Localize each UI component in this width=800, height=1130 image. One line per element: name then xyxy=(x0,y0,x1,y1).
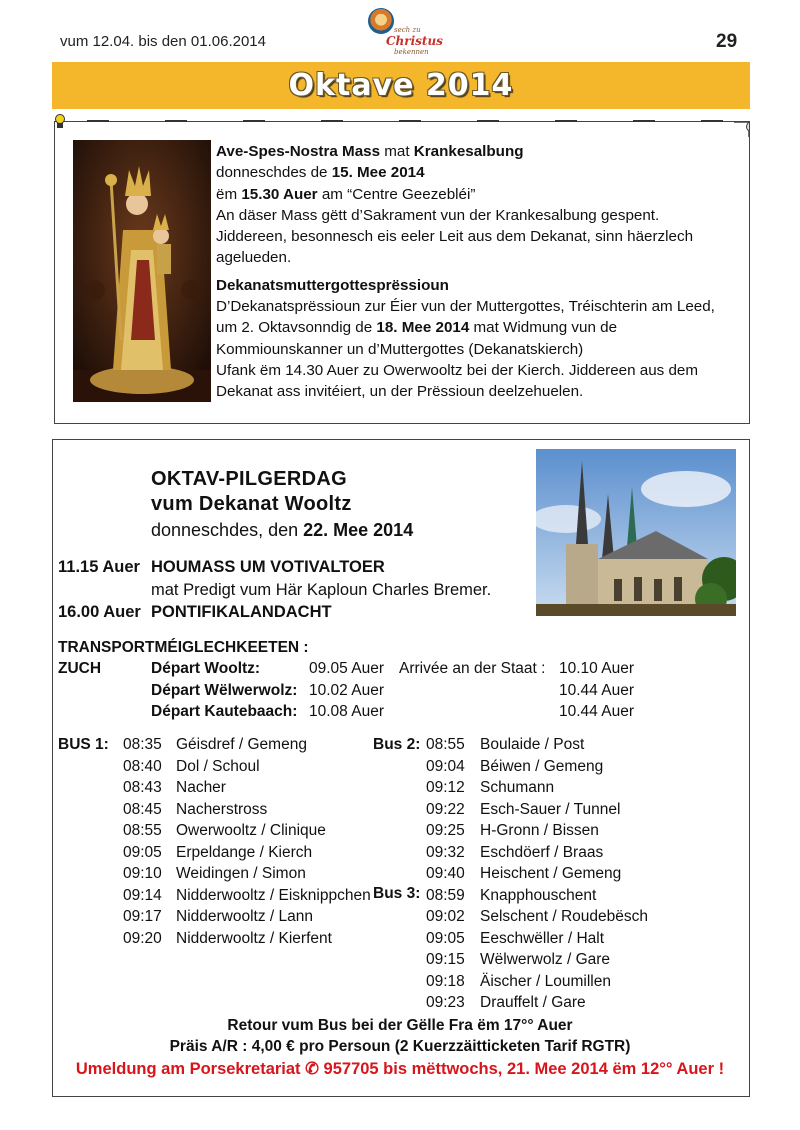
bus-stop-name: Nacherstross xyxy=(176,800,268,818)
pilgerdag-subtitle: vum Dekanat Wooltz xyxy=(151,493,352,515)
bus-stop-time: 08:35 xyxy=(123,736,162,753)
bus-stop-name: Knapphouschent xyxy=(480,886,597,904)
bus-stop-name: Äischer / Loumillen xyxy=(480,972,611,990)
retour-info: Retour vum Bus bei der Gëlle Fra ëm 17°° Auer xyxy=(227,1017,573,1034)
date-range: vum 12.04. bis den 01.06.2014 xyxy=(60,33,266,50)
bus-stop-name: Selschent / Roudebësch xyxy=(480,908,649,925)
bus-stop-time: 08:45 xyxy=(123,800,162,818)
bus-stop-time: 09:40 xyxy=(426,865,465,882)
procession-line2-pre: um 2. Oktavsonndig de xyxy=(216,319,377,337)
train-arrival-time: 10.10 Auer xyxy=(559,660,634,677)
bus-stop-name: Nidderwooltz / Eisknippchen xyxy=(176,886,371,904)
procession-line4: Ufank ëm 14.30 Auer zu Owerwooltz bei der Kierch. Jiddereen aus dem xyxy=(216,361,699,379)
bus-stop-name: Wëlwerwolz / Gare xyxy=(480,951,611,968)
bus-stop-name: Esch-Sauer / Tunnel xyxy=(480,800,621,818)
title-banner xyxy=(52,62,750,109)
divider xyxy=(477,120,499,122)
procession-line3: Kommiounskanner un d’Muttergottes (Dekanatskierch) xyxy=(216,340,584,358)
page-curl-icon xyxy=(734,119,752,137)
bus-stop-time: 09:20 xyxy=(123,929,162,947)
bus-stop-time: 09:15 xyxy=(426,951,465,968)
train-label: ZUCH xyxy=(58,660,102,677)
bus-stop-time: 09:02 xyxy=(426,908,465,925)
logo-emblem-icon xyxy=(368,8,394,34)
bus-stop-time: 09:04 xyxy=(426,757,465,775)
bus-stop-time: 08:43 xyxy=(123,779,162,796)
bus-stop-name: Boulaide / Post xyxy=(480,736,585,753)
train-arrival-time: 10.44 Auer xyxy=(559,681,634,699)
train-departure-time: 10.08 Auer xyxy=(309,703,384,720)
bus-stop-time: 09:05 xyxy=(426,929,465,947)
pilgerdag-date-value: 22. Mee 2014 xyxy=(303,520,414,540)
logo-line3: bekennen xyxy=(394,48,429,56)
madonna-statue-photo xyxy=(73,140,211,402)
notice-text xyxy=(216,141,736,403)
bus-stop-time: 09:18 xyxy=(426,972,465,990)
train-departure-station: Départ Wëlwerwolz: xyxy=(151,681,298,699)
mass-event-title: HOUMASS UM VOTIVALTOER xyxy=(151,558,385,576)
procession-title: Dekanatsmuttergottesprëssioun xyxy=(216,276,449,294)
mass-time: 15.30 Auer xyxy=(241,185,318,203)
bus-stop-time: 09:22 xyxy=(426,800,465,818)
mass-line4: An däser Mass gëtt d’Sakrament vun der Krankesalbung gespent. xyxy=(216,206,660,224)
bus-stop-name: H-Gronn / Bissen xyxy=(480,822,599,839)
arrivee-label: Arrivée an der Staat : xyxy=(399,660,546,677)
train-arrival-time: 10.44 Auer xyxy=(559,703,634,720)
train-departure-station: Départ Wooltz: xyxy=(151,660,261,677)
divider xyxy=(399,120,421,122)
bus-stop-name: Schumann xyxy=(480,779,555,796)
divider xyxy=(165,120,187,122)
mass-line5: Jiddereen, besonnesch eis eeler Leit aus dem Dekanat, sinn häerzlech xyxy=(216,228,694,246)
pin-icon xyxy=(54,114,66,130)
bus-stop-name: Dol / Schoul xyxy=(176,757,260,775)
pilgerdag-date-pre: donneschdes, den xyxy=(151,520,304,540)
bus3-label: Bus 3: xyxy=(373,885,421,902)
bus-stop-name: Erpeldange / Kierch xyxy=(176,843,313,861)
divider xyxy=(701,120,723,122)
parish-logo xyxy=(364,6,443,62)
bus2-label: Bus 2: xyxy=(373,736,421,753)
train-departure-time: 10.02 Auer xyxy=(309,681,384,699)
banner-title: Oktave 2014 xyxy=(288,68,514,103)
divider xyxy=(87,120,109,122)
mass-line6: agelueden. xyxy=(216,249,292,267)
mass-time-pre: ëm xyxy=(216,185,242,203)
bus-stop-name: Géisdref / Gemeng xyxy=(176,736,307,753)
train-departure-time: 09.05 Auer xyxy=(309,660,384,677)
bus-stop-name: Eschdöerf / Braas xyxy=(480,843,604,861)
mass-title-mid: mat xyxy=(380,143,414,160)
bus-stop-time: 09:12 xyxy=(426,779,465,796)
bus1-label: BUS 1: xyxy=(58,736,109,753)
procession-date: 18. Mee 2014 xyxy=(376,319,470,337)
bus-stop-time: 09:23 xyxy=(426,994,465,1011)
pontifikal-time-label: 16.00 Auer xyxy=(58,603,141,621)
bus-stop-name: Nacher xyxy=(176,779,226,796)
mass-date-pre: donneschdes de xyxy=(216,164,332,182)
logo-line2: Christus xyxy=(386,34,443,48)
pilgerdag-title: OKTAV-PILGERDAG xyxy=(151,468,347,490)
divider xyxy=(321,120,343,122)
bus-stop-name: Heischent / Gemeng xyxy=(480,865,622,882)
train-departure-station: Départ Kautebaach: xyxy=(151,703,298,720)
bus-stop-name: Nidderwooltz / Lann xyxy=(176,908,313,925)
mass-location: am “Centre Geezebléi” xyxy=(317,185,476,203)
page-number: 29 xyxy=(716,31,738,52)
bus-stop-name: Béiwen / Gemeng xyxy=(480,757,604,775)
pontifikal-title: PONTIFIKALANDACHT xyxy=(151,603,332,621)
bus-stop-time: 09:05 xyxy=(123,843,162,861)
procession-line2-post: mat Widmung vun de xyxy=(469,319,618,337)
mass-event-note: mat Predigt vum Här Kaploun Charles Bremer. xyxy=(151,581,492,599)
bus-stop-time: 09:10 xyxy=(123,865,162,882)
divider xyxy=(243,120,265,122)
bus-stop-time: 08:55 xyxy=(123,822,162,839)
bus-stop-time: 09:32 xyxy=(426,843,465,861)
price-info: Präis A/R : 4,00 € pro Persoun (2 Kuerzzäitticketen Tarif RGTR) xyxy=(169,1038,631,1055)
bus-stop-time: 09:17 xyxy=(123,908,162,925)
procession-line1: D’Dekanatsprëssioun zur Éier vun der Muttergottes, Tréischterin am Leed, xyxy=(216,298,715,316)
bus-stop-time: 08:55 xyxy=(426,736,465,753)
bus-stop-time: 09:14 xyxy=(123,886,162,904)
divider xyxy=(555,120,577,122)
pilgerdag-date xyxy=(151,520,413,541)
mass-time-label: 11.15 Auer xyxy=(58,558,140,576)
transport-title: TRANSPORTMÉIGLECHKEETEN : xyxy=(58,639,309,656)
registration-info: Umeldung am Porsekretariat ✆ 957705 bis mëttwochs, 21. Mee 2014 ëm 12°° Auer ! xyxy=(75,1060,725,1078)
bus-stop-name: Nidderwooltz / Kierfent xyxy=(176,929,332,947)
divider xyxy=(633,120,655,122)
mass-title-1: Ave-Spes-Nostra Mass xyxy=(216,143,381,160)
procession-line5: Dekanat ass invitéiert, un der Prëssioun deelzehuelen. xyxy=(216,383,584,401)
bus-stop-time: 08:40 xyxy=(123,757,162,775)
bus-stop-time: 09:25 xyxy=(426,822,465,839)
bus-stop-name: Owerwooltz / Clinique xyxy=(176,822,326,839)
mass-title-2: Krankesalbung xyxy=(413,143,524,160)
bus-stop-time: 08:59 xyxy=(426,886,465,904)
bus-stop-name: Eeschwëller / Halt xyxy=(480,929,605,947)
cathedral-photo xyxy=(536,449,736,616)
mass-date: 15. Mee 2014 xyxy=(331,164,425,182)
logo-line1: sech zu xyxy=(394,26,421,34)
bus-stop-name: Drauffelt / Gare xyxy=(480,994,586,1011)
bus-stop-name: Weidingen / Simon xyxy=(176,865,306,882)
